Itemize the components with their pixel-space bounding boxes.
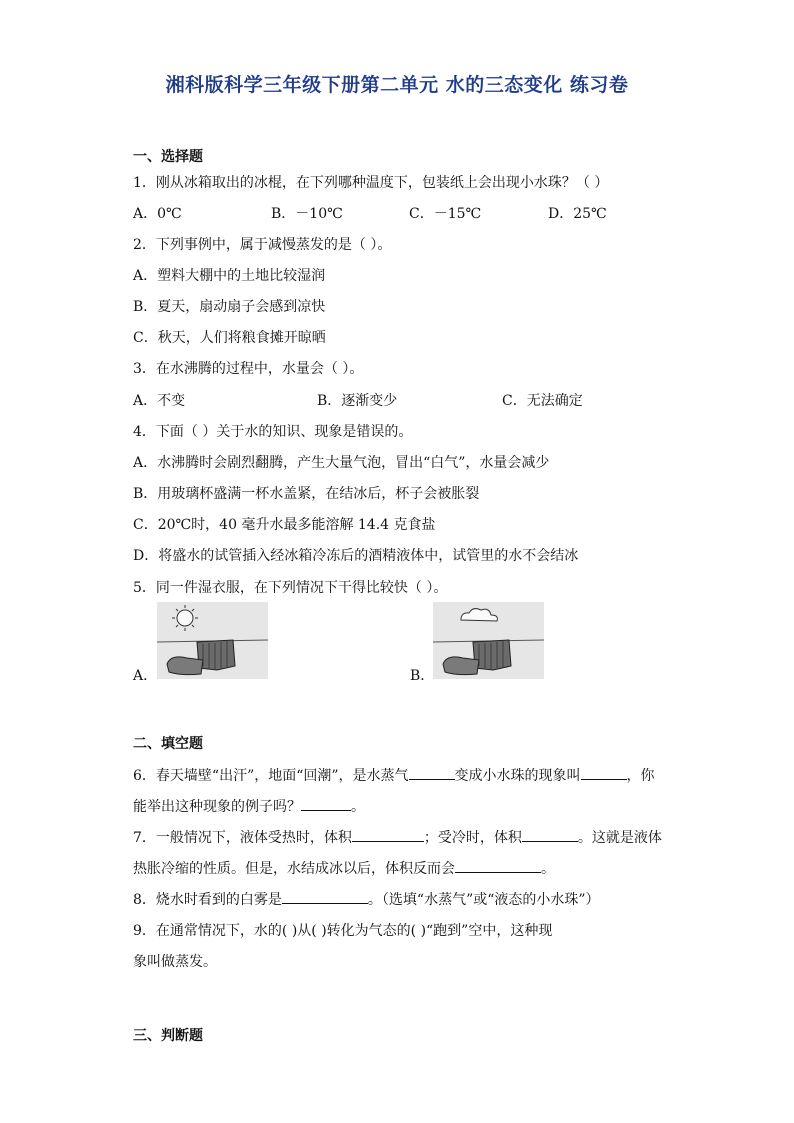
question-8-text-1: 8．烧水时看到的白雾是 (133, 892, 282, 908)
section-heading-true-false: 三、判断题 (133, 1028, 203, 1044)
question-6-text-1: 6．春天墙壁“出汗”，地面“回潮”，是水蒸气 (133, 768, 409, 784)
question-7-text-3: 。这就是液体 (577, 830, 662, 846)
question-8-line (133, 889, 600, 909)
question-1-stem: 1．刚从冰箱取出的冰棍，在下列哪种温度下，包装纸上会出现小水珠？（ ） (133, 175, 609, 191)
question-9-line-2: 象叫做蒸发。 (133, 954, 217, 970)
question-4-option-c: C．20℃时，40 毫升水最多能溶解 14.4 克食盐 (133, 517, 436, 533)
question-6-line-1 (133, 765, 655, 785)
question-4-option-b: B．用玻璃杯盛满一杯水盖紧，在结冰后，杯子会被胀裂 (133, 486, 480, 502)
picture-cloudy-laundry (433, 602, 544, 679)
question-7-line-1 (133, 827, 662, 847)
page-title: 湘科版科学三年级下册第二单元 水的三态变化 练习卷 (165, 74, 629, 96)
section-heading-choice: 一、选择题 (133, 149, 203, 165)
question-6-blank-2[interactable] (581, 765, 627, 780)
question-6-text-4: 能举出这种现象的例子吗？ (133, 799, 301, 815)
picture-sunny-laundry (157, 602, 268, 679)
question-7-line-2 (133, 858, 555, 878)
question-7-text-2: ；受冷时，体积 (423, 830, 522, 846)
question-3-option-c: C．无法确定 (502, 393, 583, 409)
question-6-text-5: 。 (351, 799, 365, 815)
question-7-blank-3[interactable] (455, 858, 541, 873)
question-3-option-b: B．逐渐变少 (317, 393, 398, 409)
question-1-option-b: B．－10℃ (271, 206, 343, 222)
question-6-text-2: 变成小水珠的现象叫 (454, 768, 581, 784)
question-4-option-a: A．水沸腾时会剧烈翻腾，产生大量气泡，冒出“白气”，水量会减少 (133, 455, 550, 471)
question-7-blank-1[interactable] (352, 827, 424, 842)
question-7-text-1: 7．一般情况下，液体受热时，体积 (133, 830, 352, 846)
question-5-option-a: A． (133, 668, 158, 684)
question-6-blank-1[interactable] (409, 765, 455, 780)
question-7-text-4: 热胀冷缩的性质。但是，水结成冰以后，体积反而会 (133, 861, 455, 877)
question-6-line-2 (133, 796, 365, 816)
question-4-stem: 4．下面（ ）关于水的知识、现象是错误的。 (133, 424, 413, 440)
question-3-option-a: A．不变 (133, 393, 186, 409)
question-2-stem: 2．下列事例中，属于减慢蒸发的是（ ）。 (133, 237, 392, 253)
question-8-blank[interactable] (282, 889, 368, 904)
section-heading-fill-blank: 二、填空题 (133, 736, 203, 752)
question-5-option-b: B． (410, 668, 435, 684)
question-4-option-d: D．将盛水的试管插入经冰箱冷冻后的酒精液体中，试管里的水不会结冰 (133, 548, 579, 564)
question-1-option-d: D．25℃ (548, 206, 607, 222)
question-6-blank-3[interactable] (301, 796, 351, 811)
question-5-stem: 5．同一件湿衣服，在下列情况下干得比较快（ ）。 (133, 580, 448, 596)
question-2-option-b: B．夏天，扇动扇子会感到凉快 (133, 299, 326, 315)
question-9-line-1: 9．在通常情况下，水的( )从( )转化为气态的( )“跑到”空中，这种现 (133, 923, 553, 939)
question-1-option-c: C．－15℃ (409, 206, 482, 222)
question-7-blank-2[interactable] (522, 827, 578, 842)
question-7-text-5: 。 (541, 861, 555, 877)
question-1-option-a: A．0℃ (133, 206, 182, 222)
question-8-text-2: 。（选填“水蒸气”或“液态的小水珠”） (367, 892, 600, 908)
question-2-option-a: A．塑料大棚中的土地比较湿润 (133, 268, 326, 284)
question-6-text-3: ，你 (626, 768, 655, 784)
question-2-option-c: C．秋天，人们将粮食摊开晾晒 (133, 330, 326, 346)
question-3-stem: 3．在水沸腾的过程中，水量会（ ）。 (133, 361, 364, 377)
